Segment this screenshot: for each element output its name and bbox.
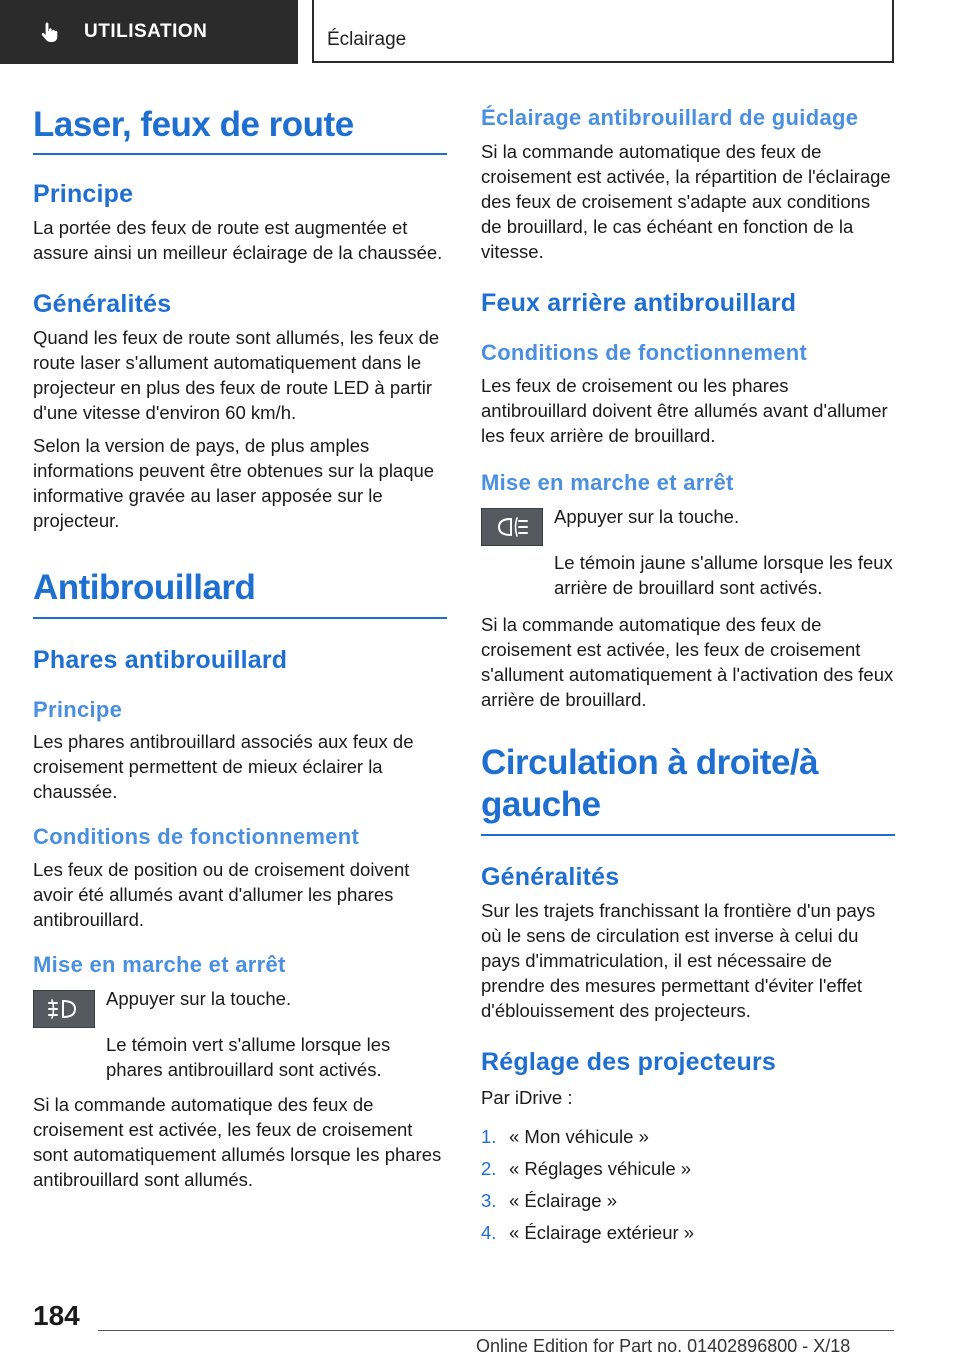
- step-number: 2.: [481, 1158, 497, 1180]
- phares-principe-text: Les phares antibrouillard associés aux feux de croisement permettent de mieux éclairer la chaussée.: [33, 731, 414, 803]
- step-text: « Éclairage »: [509, 1190, 617, 1212]
- front-fog-light-icon: [47, 997, 81, 1021]
- phares-title: Phares antibrouillard: [33, 646, 288, 674]
- heading-rule: [481, 834, 895, 836]
- phares-marche-title: Mise en marche et arrêt: [33, 951, 286, 977]
- heading-rule: [33, 617, 447, 619]
- heading-antibrouillard: Antibrouillard: [33, 568, 256, 607]
- reglage-steps: [481, 1124, 895, 1245]
- step-text: « Réglages véhicule »: [509, 1158, 692, 1180]
- step-text: « Éclairage extérieur »: [509, 1222, 695, 1244]
- heading-rule: [33, 153, 447, 155]
- heading-circulation: Circulation à droite/à gauche: [481, 743, 819, 825]
- circ-general-text: Sur les trajets franchissant la frontière d'un pays où le sens de circulation est inverse à celui du pays d'immatriculation, il est nécessaire de prendre des mesures permettant d'éviter l'effet d'éblouissement des projecteurs.: [481, 900, 876, 1022]
- step-number: 4.: [481, 1222, 497, 1244]
- rear-fog-temoin-text: [481, 550, 895, 600]
- page-number: 184: [33, 1300, 80, 1331]
- phares-conditions-text: Les feux de position ou de croisement doivent avoir été allumés avant d'allumer les phares antibrouillard.: [33, 858, 410, 930]
- arriere-title: Feux arrière antibrouillard: [481, 289, 797, 318]
- phares-principe-title: Principe: [33, 697, 123, 722]
- circ-general-title: Généralités: [481, 863, 620, 892]
- reglage-intro: Par iDrive :: [481, 1087, 573, 1109]
- laser-general-p1: Quand les feux de route sont allumés, les feux de route laser s'allument automatiquement dans le projecteur en plus des feux de route LED à partir d'une vitesse d'environ 60 km/h.: [33, 327, 440, 423]
- front-fog-press-text: Appuyer sur la touche.: [106, 988, 292, 1010]
- guidage-text: Si la commande automatique des feux de croisement est activée, la répartition de l'éclairage des feux de croisement s'adapte aux conditions de brouillard, le cas échéant en fonction de la vitesse.: [481, 141, 891, 263]
- step-number: 3.: [481, 1190, 497, 1212]
- guidage-title: Éclairage antibrouillard de guidage: [481, 105, 859, 130]
- rear-fog-temoin-first: Le témoin jaune s'allume lorsque les feux arrière de brouillard sont activés.: [554, 552, 893, 599]
- rear-fog-press-text: Appuyer sur la touche.: [554, 506, 740, 528]
- rear-fog-light-icon: [495, 515, 529, 539]
- step-text: « Mon véhicule »: [509, 1126, 649, 1148]
- hand-pointer-icon: [38, 20, 62, 44]
- left-column: [33, 100, 447, 1192]
- arriere-conditions-text: Les feux de croisement ou les phares antibrouillard doivent être allumés avant d'allumer les feux arrière de brouillard.: [481, 374, 888, 446]
- arriere-marche-title: Mise en marche et arrêt: [481, 469, 734, 495]
- header-section-tab: [0, 0, 298, 64]
- chapter-label: Éclairage: [327, 29, 407, 50]
- header-chapter-tab: [312, 0, 894, 63]
- front-fog-button-image: [33, 990, 95, 1028]
- reglage-title: Réglage des projecteurs: [481, 1048, 776, 1077]
- section-label: UTILISATION: [84, 21, 208, 42]
- rear-fog-button-row: [481, 504, 895, 550]
- list-item: [481, 1156, 895, 1181]
- list-item: [481, 1220, 895, 1245]
- laser-general-title: Généralités: [33, 290, 172, 318]
- laser-principe-text: La portée des feux de route est augmentée et assure ainsi un meilleur éclairage de la chaussée.: [33, 217, 443, 263]
- rear-fog-auto-text: Si la commande automatique des feux de croisement est activée, les feux de croisement s'allument automatiquement à l'activation des feux arrière de brouillard.: [481, 614, 894, 711]
- front-fog-auto-text: Si la commande automatique des feux de croisement est activée, les feux de croisement sont automatiquement allumés lorsque les phares antibrouillard sont allumés.: [33, 1094, 442, 1191]
- edition-line: Online Edition for Part no. 01402896800 - X/18: [476, 1336, 851, 1356]
- rear-fog-button-image: [481, 508, 543, 546]
- laser-general-p2: Selon la version de pays, de plus amples informations peuvent être obtenues sur la plaque informative gravée au laser apposée sur le projecteur.: [33, 435, 435, 531]
- front-fog-temoin-first: Le témoin vert s'allume lorsque les phares antibrouillard sont activés.: [106, 1034, 391, 1081]
- right-column: [481, 100, 895, 1252]
- front-fog-temoin-text: [33, 1032, 447, 1082]
- phares-conditions-title: Conditions de fonctionnement: [33, 824, 360, 850]
- list-item: [481, 1124, 895, 1149]
- footer-rule: [98, 1330, 894, 1331]
- step-number: 1.: [481, 1126, 497, 1148]
- front-fog-button-row: [33, 986, 447, 1032]
- arriere-conditions-title: Conditions de fonctionnement: [481, 340, 808, 366]
- list-item: [481, 1188, 895, 1213]
- heading-laser: Laser, feux de route: [33, 105, 354, 144]
- laser-principe-title: Principe: [33, 180, 134, 208]
